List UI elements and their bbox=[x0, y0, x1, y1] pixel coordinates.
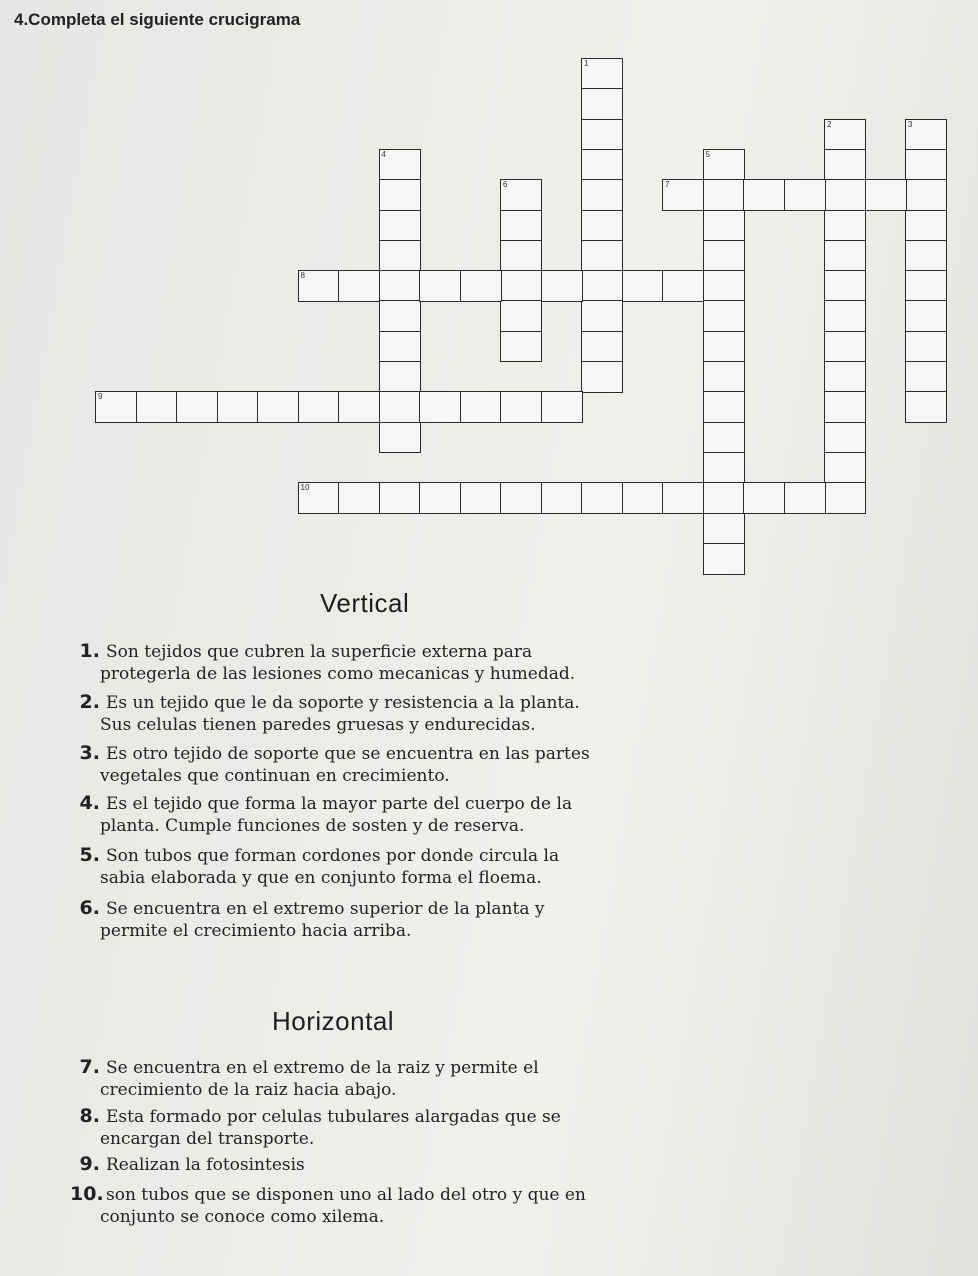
crossword-cell[interactable] bbox=[905, 331, 947, 363]
crossword-cell[interactable] bbox=[176, 391, 218, 423]
crossword-cell[interactable] bbox=[905, 210, 947, 242]
crossword-cell[interactable] bbox=[824, 452, 866, 484]
crossword-cell[interactable] bbox=[217, 391, 259, 423]
crossword-cell[interactable] bbox=[662, 179, 704, 211]
cell-number: 6 bbox=[503, 180, 508, 190]
crossword-cell[interactable] bbox=[136, 391, 178, 423]
clue-horizontal-8 bbox=[70, 1105, 561, 1150]
crossword-cell[interactable] bbox=[703, 452, 745, 484]
crossword-cell[interactable] bbox=[581, 240, 623, 272]
crossword-cell[interactable] bbox=[824, 270, 866, 302]
crossword-cell[interactable] bbox=[784, 179, 826, 211]
crossword-cell[interactable] bbox=[784, 482, 826, 514]
clue-vertical-5 bbox=[70, 844, 559, 889]
crossword-cell[interactable] bbox=[824, 119, 866, 151]
crossword-cell[interactable] bbox=[379, 149, 421, 181]
clue-number: 1. bbox=[79, 640, 100, 662]
crossword-cell[interactable] bbox=[622, 270, 664, 302]
crossword-cell[interactable] bbox=[581, 179, 623, 211]
crossword-cell[interactable] bbox=[703, 361, 745, 393]
crossword-cell[interactable] bbox=[95, 391, 137, 423]
crossword-cell[interactable] bbox=[460, 482, 502, 514]
clue-text: Es otro tejido de soporte que se encuentra en las partes bbox=[106, 744, 590, 764]
crossword-cell[interactable] bbox=[824, 331, 866, 363]
crossword-cell[interactable] bbox=[905, 119, 947, 151]
clue-text: Es un tejido que le da soporte y resistencia a la planta. bbox=[106, 693, 580, 713]
crossword-cell[interactable] bbox=[500, 331, 542, 363]
clue-number: 3. bbox=[79, 742, 100, 764]
crossword-cell[interactable] bbox=[824, 391, 866, 423]
clue-vertical-2 bbox=[70, 691, 580, 736]
crossword-cell[interactable] bbox=[581, 119, 623, 151]
crossword-cell[interactable] bbox=[865, 179, 907, 211]
crossword-cell[interactable] bbox=[581, 482, 623, 514]
clue-text: protegerla de las lesiones como mecanicas y humedad. bbox=[100, 664, 576, 684]
crossword-grid[interactable] bbox=[0, 0, 978, 560]
crossword-cell[interactable] bbox=[500, 240, 542, 272]
crossword-cell[interactable] bbox=[338, 270, 380, 302]
crossword-cell[interactable] bbox=[581, 210, 623, 242]
crossword-cell[interactable] bbox=[703, 482, 745, 514]
crossword-cell[interactable] bbox=[541, 391, 583, 423]
crossword-cell[interactable] bbox=[905, 270, 947, 302]
crossword-cell[interactable] bbox=[703, 149, 745, 181]
crossword-cell[interactable] bbox=[824, 179, 866, 211]
crossword-cell[interactable] bbox=[500, 482, 542, 514]
crossword-cell[interactable] bbox=[379, 331, 421, 363]
clue-text: Esta formado por celulas tubulares alargadas que se bbox=[106, 1107, 561, 1127]
cell-number: 5 bbox=[705, 149, 710, 159]
crossword-cell[interactable] bbox=[743, 179, 785, 211]
crossword-cell[interactable] bbox=[703, 210, 745, 242]
crossword-cell[interactable] bbox=[379, 422, 421, 454]
crossword-cell[interactable] bbox=[257, 391, 299, 423]
crossword-cell[interactable] bbox=[379, 300, 421, 332]
crossword-cell[interactable] bbox=[338, 391, 380, 423]
crossword-cell[interactable] bbox=[703, 422, 745, 454]
clue-number: 8. bbox=[79, 1105, 100, 1127]
crossword-cell[interactable] bbox=[581, 149, 623, 181]
crossword-cell[interactable] bbox=[500, 210, 542, 242]
crossword-cell[interactable] bbox=[419, 482, 461, 514]
crossword-cell[interactable] bbox=[298, 391, 340, 423]
crossword-cell[interactable] bbox=[500, 300, 542, 332]
cell-number: 10 bbox=[300, 483, 310, 493]
crossword-cell[interactable] bbox=[824, 210, 866, 242]
crossword-cell[interactable] bbox=[379, 361, 421, 393]
clue-horizontal-7 bbox=[70, 1056, 539, 1101]
crossword-cell[interactable] bbox=[581, 88, 623, 120]
vertical-heading: Vertical bbox=[320, 588, 410, 618]
clue-text: sabia elaborada y que en conjunto forma el floema. bbox=[100, 868, 542, 888]
crossword-cell[interactable] bbox=[703, 543, 745, 575]
crossword-cell[interactable] bbox=[379, 391, 421, 423]
clue-text: Son tubos que forman cordones por donde circula la bbox=[106, 846, 560, 866]
crossword-cell[interactable] bbox=[338, 482, 380, 514]
crossword-cell[interactable] bbox=[703, 240, 745, 272]
clue-number: 4. bbox=[79, 792, 100, 814]
clue-number: 5. bbox=[79, 844, 100, 866]
cell-number: 8 bbox=[300, 271, 305, 281]
cell-number: 1 bbox=[584, 59, 589, 68]
clue-vertical-6 bbox=[70, 897, 544, 942]
crossword-cell[interactable] bbox=[905, 240, 947, 272]
crossword-cell[interactable] bbox=[703, 270, 745, 302]
crossword-cell[interactable] bbox=[581, 58, 623, 90]
cell-number: 3 bbox=[908, 119, 913, 129]
cell-number: 9 bbox=[98, 392, 103, 402]
cell-number: 4 bbox=[381, 149, 386, 159]
crossword-cell[interactable] bbox=[622, 482, 664, 514]
cell-number: 2 bbox=[827, 119, 832, 129]
crossword-cell[interactable] bbox=[905, 149, 947, 181]
crossword-cell[interactable] bbox=[703, 391, 745, 423]
horizontal-heading: Horizontal bbox=[272, 1006, 395, 1036]
crossword-cell[interactable] bbox=[298, 482, 340, 514]
clue-vertical-4 bbox=[70, 792, 572, 837]
crossword-cell[interactable] bbox=[824, 300, 866, 332]
crossword-cell[interactable] bbox=[905, 179, 947, 211]
crossword-cell[interactable] bbox=[581, 361, 623, 393]
crossword-cell[interactable] bbox=[500, 391, 542, 423]
clue-text: conjunto se conoce como xilema. bbox=[100, 1207, 385, 1227]
clue-text: permite el crecimiento hacia arriba. bbox=[100, 921, 412, 941]
crossword-cell[interactable] bbox=[298, 270, 340, 302]
crossword-cell[interactable] bbox=[703, 300, 745, 332]
clue-text: crecimiento de la raiz hacia abajo. bbox=[100, 1080, 397, 1100]
crossword-cell[interactable] bbox=[703, 331, 745, 363]
clue-text: vegetales que continuan en crecimiento. bbox=[100, 766, 450, 786]
crossword-cell[interactable] bbox=[460, 270, 502, 302]
crossword-cell[interactable] bbox=[824, 482, 866, 514]
crossword-cell[interactable] bbox=[419, 391, 461, 423]
clue-text: son tubos que se disponen uno al lado del otro y que en bbox=[106, 1185, 586, 1205]
clue-number: 10. bbox=[70, 1183, 104, 1205]
clue-text: Se encuentra en el extremo superior de la planta y bbox=[106, 899, 545, 919]
crossword-cell[interactable] bbox=[500, 270, 542, 302]
crossword-cell[interactable] bbox=[581, 270, 623, 302]
crossword-cell[interactable] bbox=[824, 422, 866, 454]
crossword-cell[interactable] bbox=[824, 361, 866, 393]
crossword-cell[interactable] bbox=[662, 270, 704, 302]
clue-number: 9. bbox=[79, 1153, 100, 1175]
clue-text: Son tejidos que cubren la superficie externa para bbox=[106, 642, 533, 662]
crossword-cell[interactable] bbox=[379, 210, 421, 242]
crossword-cell[interactable] bbox=[541, 270, 583, 302]
crossword-cell[interactable] bbox=[905, 361, 947, 393]
crossword-cell[interactable] bbox=[905, 391, 947, 423]
crossword-cell[interactable] bbox=[500, 179, 542, 211]
crossword-cell[interactable] bbox=[581, 300, 623, 332]
crossword-cell[interactable] bbox=[905, 300, 947, 332]
crossword-cell[interactable] bbox=[379, 240, 421, 272]
crossword-cell[interactable] bbox=[379, 270, 421, 302]
crossword-cell[interactable] bbox=[703, 179, 745, 211]
crossword-cell[interactable] bbox=[379, 179, 421, 211]
clue-vertical-3 bbox=[70, 742, 590, 787]
clue-text: Es el tejido que forma la mayor parte del cuerpo de la bbox=[106, 794, 573, 814]
cell-number: 7 bbox=[665, 180, 670, 190]
clue-text: Se encuentra en el extremo de la raiz y permite el bbox=[106, 1058, 539, 1078]
page-title: 4.Completa el siguiente crucigrama bbox=[14, 10, 301, 29]
crossword-cell[interactable] bbox=[703, 513, 745, 545]
crossword-cell[interactable] bbox=[662, 482, 704, 514]
clue-horizontal-10 bbox=[70, 1183, 586, 1228]
crossword-cell[interactable] bbox=[743, 482, 785, 514]
crossword-cell[interactable] bbox=[824, 240, 866, 272]
crossword-cell[interactable] bbox=[581, 331, 623, 363]
crossword-cell[interactable] bbox=[824, 149, 866, 181]
clue-text: Realizan la fotosintesis bbox=[106, 1155, 305, 1175]
crossword-cell[interactable] bbox=[379, 482, 421, 514]
clue-text: Sus celulas tienen paredes gruesas y endurecidas. bbox=[100, 715, 536, 735]
clue-text: encargan del transporte. bbox=[100, 1129, 315, 1149]
clue-number: 2. bbox=[79, 691, 100, 713]
crossword-cell[interactable] bbox=[541, 482, 583, 514]
clue-vertical-1 bbox=[70, 640, 575, 685]
clue-horizontal-9 bbox=[70, 1153, 305, 1176]
crossword-cell[interactable] bbox=[419, 270, 461, 302]
clue-text: planta. Cumple funciones de sosten y de reserva. bbox=[100, 816, 525, 836]
clue-number: 7. bbox=[79, 1056, 100, 1078]
crossword-cell[interactable] bbox=[460, 391, 502, 423]
clue-number: 6. bbox=[79, 897, 100, 919]
